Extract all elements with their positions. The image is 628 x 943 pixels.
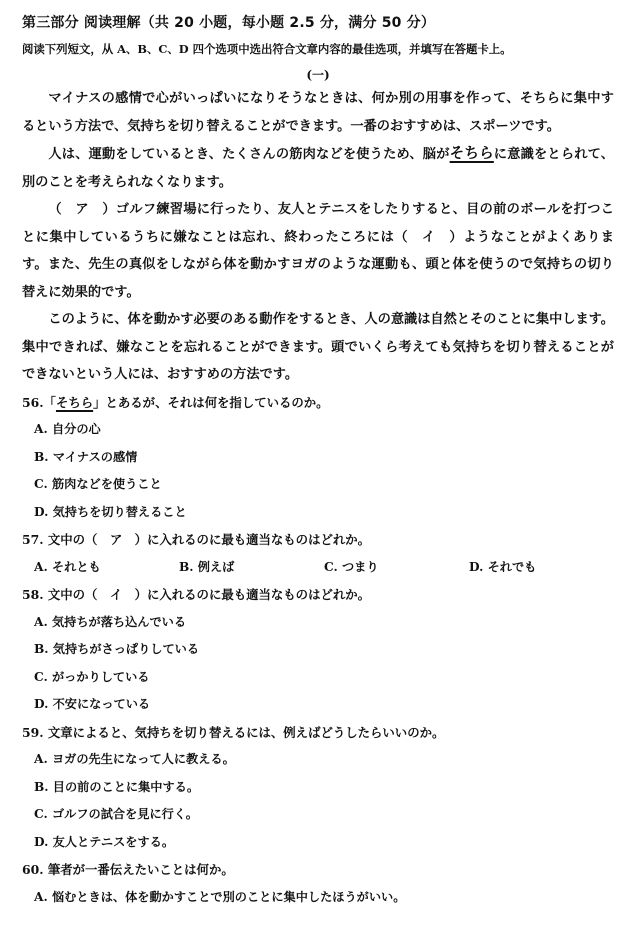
question-text: 60. 筆者が一番伝えたいことは何か。: [22, 862, 234, 877]
question-text: 59. 文章によると、気持ちを切り替えるには、例えばどうしたらいいのか。: [22, 724, 445, 740]
option-d[interactable]: D. 不安になっている: [34, 697, 151, 711]
question-60: [22, 856, 614, 911]
option-b[interactable]: B. 例えば: [179, 559, 235, 574]
option-d[interactable]: D. 友人とテニスをする。: [34, 834, 175, 849]
option-a[interactable]: A. 自分の心: [34, 422, 101, 436]
paragraph-2-text-after: に意識をとられて、別のことを考えられなくなります。: [22, 147, 614, 190]
option-a[interactable]: A. 気持ちが落ち込んでいる: [34, 614, 187, 629]
passage-number: (一): [306, 68, 330, 82]
option-d[interactable]: D. それでも: [469, 559, 537, 574]
question-text: [22, 389, 614, 417]
passage-paragraph-1: マイナスの感情で心がいっぱいになりそうなときは、何か別の用事を作って、そちらに集中するという方法で、気持ちを切り替えることができます。一番のおすすめは、スポーツです。: [22, 91, 614, 134]
section-heading: 第三部分 阅读理解（共 20 小题，每小题 2.5 分，满分 50 分）: [22, 15, 436, 31]
question-57: [22, 526, 614, 581]
underlined-word: そちら: [449, 145, 494, 162]
option-c[interactable]: C. がっかりしている: [34, 669, 150, 684]
option-a[interactable]: A. ヨガの先生になって人に教える。: [34, 752, 235, 766]
paragraph-2-text-before: 人は、運動をしているとき、たくさんの筋肉などを使うため、脳が: [48, 147, 450, 162]
question-text: 58. 文中の（ イ ）に入れるのに最も適当なものはどれか。: [22, 587, 371, 602]
option-a[interactable]: A. 悩むときは、体を動かすことで別のことに集中したほうがいい。: [34, 889, 406, 904]
option-c[interactable]: C. ゴルフの試合を見に行く。: [34, 807, 198, 821]
option-b[interactable]: B. マイナスの感情: [34, 449, 138, 464]
question-58: [22, 581, 614, 719]
option-a[interactable]: A. それとも: [34, 559, 101, 574]
option-c[interactable]: C. つまり: [324, 559, 379, 574]
instructions: 阅读下列短文，从 A、B、C、D 四个选项中选出符合文章内容的最佳选项，并填写在答题卡上。: [22, 42, 512, 56]
option-c[interactable]: C. 筋肉などを使うこと: [34, 477, 162, 491]
question-56-underlined-word: そちら: [55, 394, 94, 410]
option-b[interactable]: B. 目の前のことに集中する。: [34, 779, 200, 794]
passage-paragraph-4: このように、体を動かす必要のある動作をするとき、人の意識は自然とそのことに集中します。集中できれば、嫌なことを忘れることができます。頭でいくら考えても気持ちを切り替えることができないという人には、おすすめの方法です。: [22, 312, 614, 382]
question-text: 57. 文中の（ ア ）に入れるのに最も適当なものはどれか。: [22, 532, 371, 547]
passage-paragraph-3: （ ア ）ゴルフ練習場に行ったり、友人とテニスをしたりすると、目の前のボールを打つことに集中しているうちに嫌なことは忘れ、終わったころには（ イ ）ようなことがよくあります。また、先生の真似をしながら体を動かすヨガのような運動も、頭と体を使うので気持ちの切り替えに効果的です。: [22, 202, 614, 300]
reading-passage: [22, 85, 614, 389]
option-b[interactable]: B. 気持ちがさっぱりしている: [34, 642, 200, 656]
question-56: [22, 389, 614, 527]
question-56-suffix: 」とあるが、それは何を指しているのか。: [93, 394, 329, 410]
question-56-prefix: 56.「: [22, 394, 56, 410]
passage-paragraph-2: [22, 140, 614, 196]
option-row: [22, 554, 614, 582]
question-59: [22, 719, 614, 857]
option-d[interactable]: D. 気持ちを切り替えること: [34, 504, 187, 519]
